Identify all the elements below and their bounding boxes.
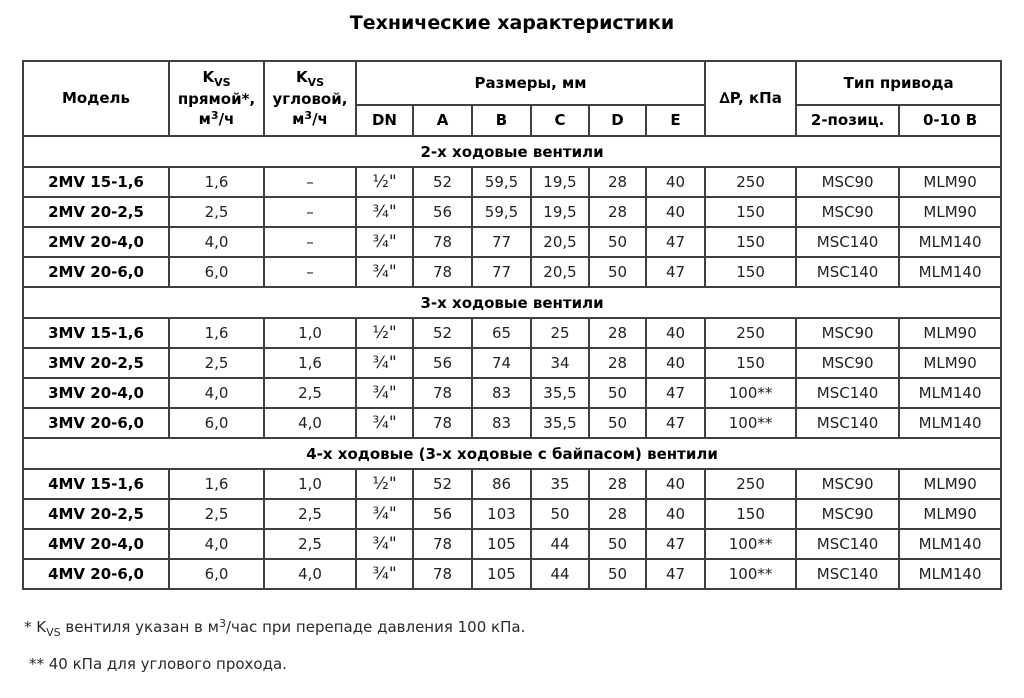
section-banner-label: 3-х ходовые вентили [23, 287, 1001, 318]
size-b-cell: 105 [472, 529, 531, 559]
col-header-drive-010v: 0-10 В [899, 105, 1001, 136]
drive-010v-cell: MLM90 [899, 499, 1001, 529]
size-d-cell: 50 [589, 378, 646, 408]
size-c-cell: 25 [531, 318, 589, 348]
kvs-angular-cell: 1,6 [264, 348, 356, 378]
kvs-direct-cell: 1,6 [169, 167, 264, 197]
kvs-direct-cell: 6,0 [169, 257, 264, 287]
table-row [23, 529, 1001, 559]
model-cell: 2MV 20-2,5 [23, 197, 169, 227]
drive-2pos-cell: MSC140 [796, 529, 899, 559]
size-a-cell: 78 [413, 257, 472, 287]
drive-010v-cell: MLM140 [899, 408, 1001, 438]
kvs-direct-cell: 6,0 [169, 408, 264, 438]
kvs-direct-cell: 2,5 [169, 348, 264, 378]
dp-cell: 150 [705, 499, 796, 529]
size-c-cell: 34 [531, 348, 589, 378]
size-a-cell: 56 [413, 197, 472, 227]
size-b-cell: 103 [472, 499, 531, 529]
size-c-cell: 35 [531, 469, 589, 499]
page-title: Технические характеристики [349, 12, 675, 34]
drive-2pos-cell: MSC90 [796, 348, 899, 378]
drive-2pos-cell: MSC90 [796, 469, 899, 499]
size-d-cell: 28 [589, 469, 646, 499]
size-a-cell: 78 [413, 408, 472, 438]
size-c-cell: 35,5 [531, 408, 589, 438]
size-e-cell: 40 [646, 469, 705, 499]
kvs-direct-cell: 6,0 [169, 559, 264, 589]
drive-2pos-cell: MSC90 [796, 499, 899, 529]
kvs-direct-cell: 1,6 [169, 469, 264, 499]
table-row [23, 167, 1001, 197]
size-d-cell: 28 [589, 197, 646, 227]
size-e-cell: 47 [646, 227, 705, 257]
drive-2pos-cell: MSC90 [796, 197, 899, 227]
model-cell: 4MV 15-1,6 [23, 469, 169, 499]
size-e-cell: 40 [646, 167, 705, 197]
drive-010v-cell: MLM140 [899, 559, 1001, 589]
size-b-cell: 77 [472, 227, 531, 257]
kvs-direct-cell: 1,6 [169, 318, 264, 348]
col-header-kvs-angular: $K_{VS}$ угловой, $м^3/ч$ [264, 61, 356, 136]
size-a-cell: 78 [413, 227, 472, 257]
col-header-sizes: Размеры, мм [356, 61, 705, 105]
dp-cell: 250 [705, 469, 796, 499]
size-c-cell: 20,5 [531, 227, 589, 257]
kvs-direct-cell: 4,0 [169, 227, 264, 257]
size-c-cell: 19,5 [531, 197, 589, 227]
section-banner-label: 4-х ходовые (3-х ходовые с байпасом) вентили [23, 438, 1001, 469]
dn-cell: ¾" [356, 499, 413, 529]
section-banner-4way [23, 438, 1001, 469]
model-cell: 4MV 20-6,0 [23, 559, 169, 589]
model-cell: 3MV 20-6,0 [23, 408, 169, 438]
kvs-angular-cell: 2,5 [264, 378, 356, 408]
dp-cell: 100** [705, 559, 796, 589]
dn-cell: ¾" [356, 348, 413, 378]
size-d-cell: 28 [589, 167, 646, 197]
table-row [23, 469, 1001, 499]
dp-cell: 250 [705, 318, 796, 348]
col-header-dn: DN [356, 105, 413, 136]
size-e-cell: 47 [646, 257, 705, 287]
dp-cell: 150 [705, 227, 796, 257]
size-a-cell: 56 [413, 348, 472, 378]
footnote-angular-pressure: ** 40 кПа для углового прохода. [29, 655, 287, 674]
dn-cell: ¾" [356, 257, 413, 287]
col-header-drive-2pos: 2-позиц. [796, 105, 899, 136]
dn-cell: ½" [356, 469, 413, 499]
drive-2pos-cell: MSC90 [796, 318, 899, 348]
col-header-b: B [472, 105, 531, 136]
drive-010v-cell: MLM140 [899, 529, 1001, 559]
size-b-cell: 105 [472, 559, 531, 589]
size-c-cell: 50 [531, 499, 589, 529]
model-cell: 4MV 20-4,0 [23, 529, 169, 559]
size-c-cell: 44 [531, 559, 589, 589]
size-c-cell: 35,5 [531, 378, 589, 408]
size-a-cell: 52 [413, 469, 472, 499]
col-header-drive-type: Тип привода [796, 61, 1001, 105]
size-e-cell: 40 [646, 499, 705, 529]
drive-2pos-cell: MSC140 [796, 257, 899, 287]
kvs-angular-cell: 1,0 [264, 318, 356, 348]
kvs-direct-cell: 2,5 [169, 197, 264, 227]
size-b-cell: 65 [472, 318, 531, 348]
size-e-cell: 47 [646, 529, 705, 559]
size-d-cell: 50 [589, 408, 646, 438]
col-header-dp: ∆P, кПа [705, 61, 796, 136]
kvs-direct-cell: 4,0 [169, 529, 264, 559]
table-row [23, 318, 1001, 348]
dp-cell: 250 [705, 167, 796, 197]
model-cell: 3MV 20-4,0 [23, 378, 169, 408]
drive-2pos-cell: MSC140 [796, 227, 899, 257]
table-row [23, 499, 1001, 529]
kvs-angular-cell: 4,0 [264, 408, 356, 438]
dp-cell: 150 [705, 257, 796, 287]
size-c-cell: 44 [531, 529, 589, 559]
section-banner-3way [23, 287, 1001, 318]
specs-table [22, 60, 1002, 590]
footnotes [24, 617, 1024, 675]
table-row [23, 197, 1001, 227]
drive-010v-cell: MLM140 [899, 378, 1001, 408]
col-header-a: A [413, 105, 472, 136]
dn-cell: ¾" [356, 559, 413, 589]
size-c-cell: 19,5 [531, 167, 589, 197]
kvs-angular-cell: – [264, 257, 356, 287]
dn-cell: ¾" [356, 408, 413, 438]
col-header-d: D [589, 105, 646, 136]
size-e-cell: 40 [646, 318, 705, 348]
size-e-cell: 47 [646, 559, 705, 589]
size-d-cell: 28 [589, 318, 646, 348]
size-d-cell: 50 [589, 559, 646, 589]
kvs-angular-cell: – [264, 227, 356, 257]
footnote-kvs-definition: * $K_{VS}$ вентиля указан в $м^3$/час при перепаде давления 100 кПа. [24, 617, 526, 639]
kvs-angular-cell: – [264, 167, 356, 197]
drive-010v-cell: MLM90 [899, 318, 1001, 348]
size-d-cell: 50 [589, 257, 646, 287]
dp-cell: 100** [705, 529, 796, 559]
section-banner-2way [23, 136, 1001, 167]
size-e-cell: 47 [646, 408, 705, 438]
kvs-angular-cell: 1,0 [264, 469, 356, 499]
model-cell: 2MV 15-1,6 [23, 167, 169, 197]
col-header-model: Модель [23, 61, 169, 136]
size-e-cell: 40 [646, 197, 705, 227]
size-b-cell: 83 [472, 378, 531, 408]
table-row [23, 227, 1001, 257]
drive-010v-cell: MLM90 [899, 348, 1001, 378]
drive-2pos-cell: MSC90 [796, 167, 899, 197]
drive-2pos-cell: MSC140 [796, 378, 899, 408]
model-cell: 2MV 20-6,0 [23, 257, 169, 287]
size-a-cell: 78 [413, 529, 472, 559]
dn-cell: ¾" [356, 197, 413, 227]
header-row-groups [23, 61, 1001, 105]
size-c-cell: 20,5 [531, 257, 589, 287]
col-header-e: E [646, 105, 705, 136]
table-row [23, 257, 1001, 287]
size-a-cell: 52 [413, 318, 472, 348]
dn-cell: ¾" [356, 529, 413, 559]
size-d-cell: 50 [589, 227, 646, 257]
section-banner-label: 2-х ходовые вентили [23, 136, 1001, 167]
table-row [23, 378, 1001, 408]
size-d-cell: 28 [589, 348, 646, 378]
size-e-cell: 40 [646, 348, 705, 378]
size-e-cell: 47 [646, 378, 705, 408]
drive-2pos-cell: MSC140 [796, 559, 899, 589]
table-row [23, 348, 1001, 378]
dp-cell: 100** [705, 378, 796, 408]
drive-010v-cell: MLM90 [899, 197, 1001, 227]
dp-cell: 150 [705, 348, 796, 378]
size-b-cell: 86 [472, 469, 531, 499]
kvs-angular-cell: 2,5 [264, 499, 356, 529]
size-b-cell: 74 [472, 348, 531, 378]
dn-cell: ½" [356, 318, 413, 348]
col-header-kvs-direct: $K_{VS}$ прямой*, $м^3/ч$ [169, 61, 264, 136]
col-header-c: C [531, 105, 589, 136]
drive-010v-cell: MLM140 [899, 257, 1001, 287]
size-b-cell: 59,5 [472, 167, 531, 197]
dp-cell: 100** [705, 408, 796, 438]
kvs-direct-cell: 2,5 [169, 499, 264, 529]
size-d-cell: 28 [589, 499, 646, 529]
kvs-direct-cell: 4,0 [169, 378, 264, 408]
size-d-cell: 50 [589, 529, 646, 559]
drive-2pos-cell: MSC140 [796, 408, 899, 438]
size-b-cell: 59,5 [472, 197, 531, 227]
model-cell: 2MV 20-4,0 [23, 227, 169, 257]
drive-010v-cell: MLM90 [899, 469, 1001, 499]
dn-cell: ¾" [356, 378, 413, 408]
kvs-angular-cell: 2,5 [264, 529, 356, 559]
model-cell: 3MV 15-1,6 [23, 318, 169, 348]
size-a-cell: 78 [413, 559, 472, 589]
size-a-cell: 78 [413, 378, 472, 408]
size-a-cell: 56 [413, 499, 472, 529]
table-row [23, 408, 1001, 438]
model-cell: 4MV 20-2,5 [23, 499, 169, 529]
dp-cell: 150 [705, 197, 796, 227]
kvs-angular-cell: 4,0 [264, 559, 356, 589]
size-b-cell: 77 [472, 257, 531, 287]
size-a-cell: 52 [413, 167, 472, 197]
size-b-cell: 83 [472, 408, 531, 438]
model-cell: 3MV 20-2,5 [23, 348, 169, 378]
drive-010v-cell: MLM90 [899, 167, 1001, 197]
kvs-angular-cell: – [264, 197, 356, 227]
dn-cell: ¾" [356, 227, 413, 257]
dn-cell: ½" [356, 167, 413, 197]
drive-010v-cell: MLM140 [899, 227, 1001, 257]
table-row [23, 559, 1001, 589]
